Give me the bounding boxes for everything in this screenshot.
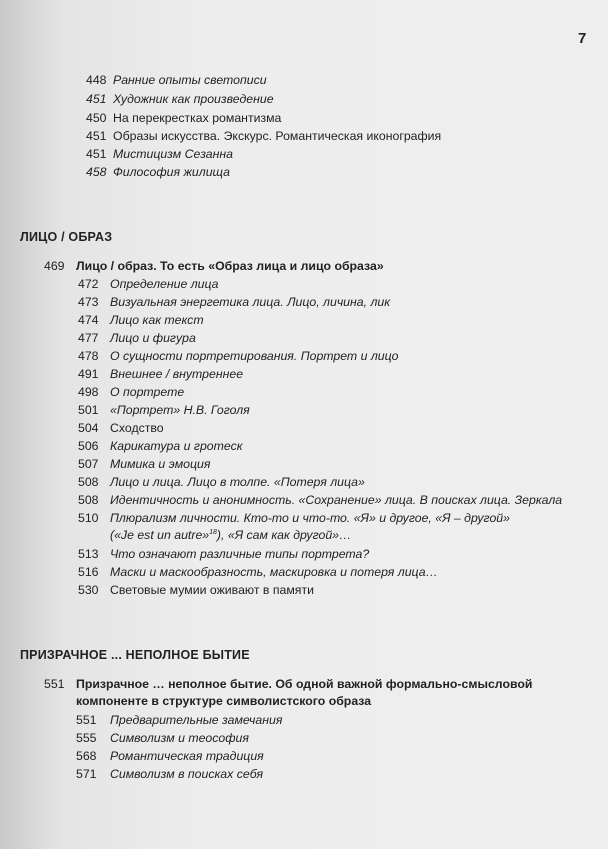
- toc-page-num: 508: [78, 475, 99, 489]
- toc-page-num: 501: [78, 403, 99, 417]
- toc-page-num: 508: [78, 493, 99, 507]
- toc-page-num: 504: [78, 421, 99, 435]
- continuation-text: («Je est un autre»: [110, 528, 210, 542]
- toc-title: Лицо и лица. Лицо в толпе. «Потеря лица»: [110, 475, 365, 489]
- toc-title: Определение лица: [110, 277, 219, 291]
- toc-title: Символизм в поисках себя: [110, 767, 264, 781]
- toc-title: Лицо и фигура: [110, 331, 196, 345]
- toc-page-num: 451: [86, 147, 107, 161]
- toc-title: Образы искусства. Экскурс. Романтическая иконография: [113, 129, 442, 143]
- footnote-marker: 18: [209, 528, 217, 536]
- toc-page-num: 498: [78, 385, 99, 399]
- toc-page-num: 516: [78, 565, 99, 579]
- toc-title: «Портрет» Н.В. Гоголя: [110, 403, 250, 417]
- toc-page-num: 507: [78, 457, 99, 471]
- toc-title: Призрачное … неполное бытие. Об одной важной формально-смысловой: [76, 677, 533, 691]
- toc-page-num: 513: [78, 547, 99, 561]
- page-number: 7: [578, 30, 587, 47]
- toc-page-num: 478: [78, 349, 99, 363]
- toc-title: На перекрестках романтизма: [113, 111, 282, 125]
- toc-page-num: 506: [78, 439, 99, 453]
- toc-title: Художник как произведение: [113, 92, 274, 106]
- toc-title: Сходство: [110, 421, 164, 435]
- toc-title: Плюрализм личности. Кто-то и что-то. «Я» и другое, «Я – другой»: [110, 511, 510, 525]
- toc-title: Философия жилища: [113, 165, 230, 179]
- toc-page-num: 477: [78, 331, 99, 345]
- toc-title: Карикатура и гротеск: [110, 439, 243, 453]
- toc-page-num: 568: [76, 749, 97, 763]
- toc-page-num: 491: [78, 367, 99, 381]
- toc-entry-continuation: [110, 528, 351, 542]
- toc-page-num: 451: [86, 92, 107, 106]
- section-heading: ПРИЗРАЧНОЕ ... НЕПОЛНОЕ БЫТИЕ: [20, 648, 250, 662]
- toc-title: Внешнее / внутреннее: [110, 367, 244, 381]
- toc-page-num: 451: [86, 129, 107, 143]
- toc-page-num: 458: [86, 165, 107, 179]
- toc-title: Ранние опыты светописи: [113, 73, 267, 87]
- toc-page-num: 571: [76, 767, 97, 781]
- toc-page-num: 551: [76, 713, 97, 727]
- toc-page-num: 530: [78, 583, 99, 597]
- toc-title: О портрете: [110, 385, 185, 399]
- toc-title: Лицо как текст: [110, 313, 204, 327]
- toc-title: Световые мумии оживают в памяти: [110, 583, 314, 597]
- toc-page-num: 473: [78, 295, 99, 309]
- continuation-text: ), «Я сам как другой»…: [216, 528, 352, 542]
- toc-page-num: 448: [86, 73, 107, 87]
- toc-title: Что означают различные типы портрета?: [110, 547, 370, 561]
- toc-page-num: 555: [76, 731, 97, 745]
- toc-page-num: 450: [86, 111, 107, 125]
- toc-title: Визуальная энергетика лица. Лицо, личина, лик: [110, 295, 391, 309]
- toc-page-num: 469: [44, 259, 65, 273]
- toc-page-num: 510: [78, 511, 99, 525]
- toc-title: Лицо / образ. То есть «Образ лица и лицо образа»: [76, 259, 384, 273]
- toc-title: Идентичность и анонимность. «Сохранение» лица. В поисках лица. Зеркала: [110, 493, 563, 507]
- toc-title: Маски и маскообразность, маскировка и потеря лица…: [110, 565, 438, 579]
- toc-title: Предварительные замечания: [110, 713, 283, 727]
- toc-main-entry-continuation: компоненте в структуре символистского образа: [76, 694, 372, 708]
- toc-page-num: 551: [44, 677, 65, 691]
- toc-page-num: 472: [78, 277, 99, 291]
- toc-page-num: 474: [78, 313, 99, 327]
- toc-title: Символизм и теософия: [110, 731, 249, 745]
- toc-title: О сущности портретирования. Портрет и лицо: [110, 349, 399, 363]
- toc-title: Романтическая традиция: [110, 749, 264, 763]
- section-heading: ЛИЦО / ОБРАЗ: [20, 230, 113, 244]
- toc-title: Мистицизм Сезанна: [113, 147, 233, 161]
- toc-title: Мимика и эмоция: [110, 457, 211, 471]
